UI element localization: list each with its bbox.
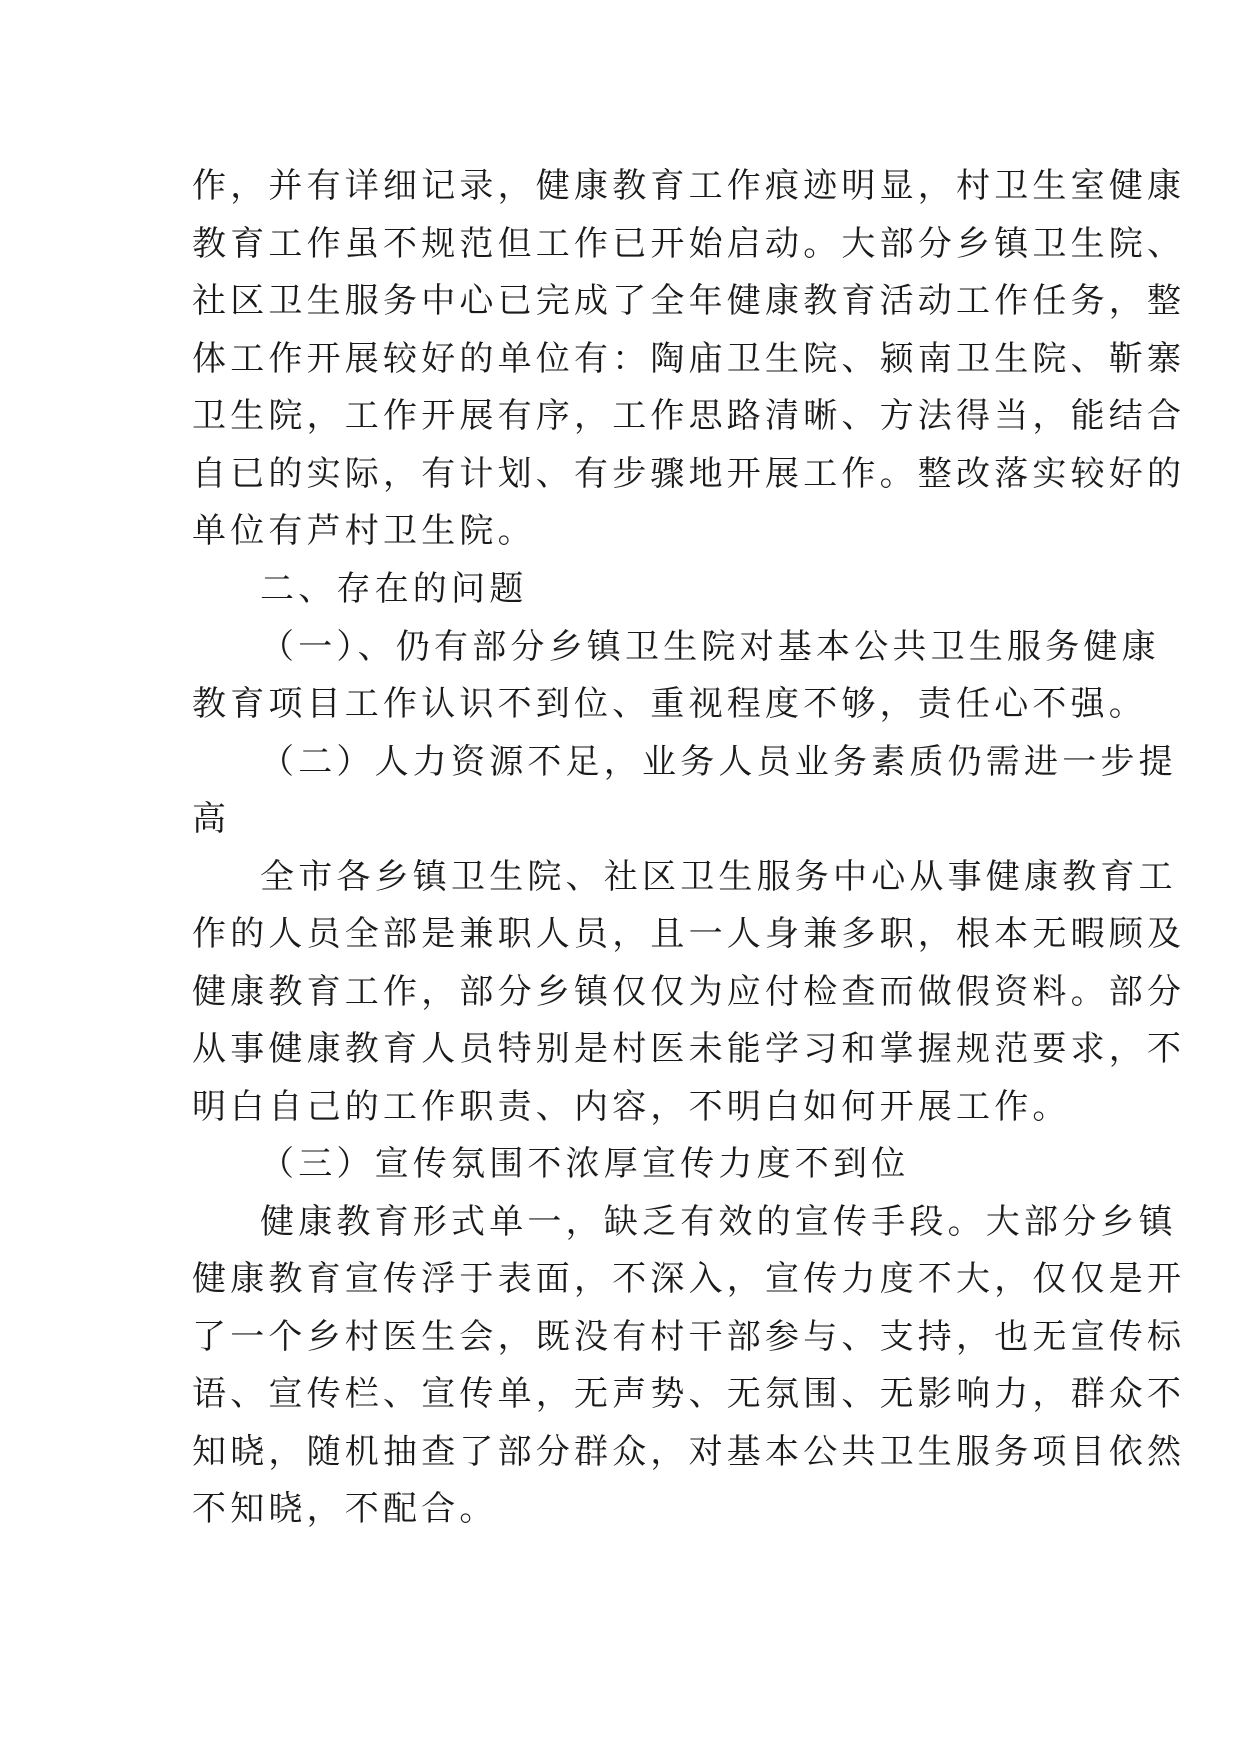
- text-line: 卫生院，工作开展有序，工作思路清晰、方法得当，能结合: [192, 396, 1186, 436]
- text-line: 教育项目工作认识不到位、重视程度不够，责任心不强。: [192, 684, 1147, 724]
- text-line: 健康教育工作，部分乡镇仅仅为应付检查而做假资料。部分: [192, 972, 1186, 1012]
- section-heading: 二、存在的问题: [260, 569, 528, 609]
- text-line: 单位有芦村卫生院。: [192, 511, 536, 551]
- text-line: 知晓，随机抽查了部分群众，对基本公共卫生服务项目依然: [192, 1432, 1186, 1472]
- subsection-heading: （二）人力资源不足，业务人员业务素质仍需进一步提: [260, 742, 1177, 782]
- text-line: 从事健康教育人员特别是村医未能学习和掌握规范要求，不: [192, 1029, 1186, 1069]
- text-line: 作的人员全部是兼职人员，且一人身兼多职，根本无暇顾及: [192, 914, 1186, 954]
- paragraph-start: 全市各乡镇卫生院、社区卫生服务中心从事健康教育工: [260, 857, 1177, 897]
- text-line: 自已的实际，有计划、有步骤地开展工作。整改落实较好的: [192, 454, 1186, 494]
- text-line: 作，并有详细记录，健康教育工作痕迹明显，村卫生室健康: [192, 166, 1186, 206]
- text-line: 健康教育宣传浮于表面，不深入，宣传力度不大，仅仅是开: [192, 1259, 1186, 1299]
- text-line: 高: [192, 799, 231, 839]
- text-line: 教育工作虽不规范但工作已开始启动。大部分乡镇卫生院、: [192, 224, 1186, 264]
- text-line: 了一个乡村医生会，既没有村干部参与、支持，也无宣传标: [192, 1317, 1186, 1357]
- subsection-heading: （三）宣传氛围不浓厚宣传力度不到位: [260, 1144, 910, 1184]
- paragraph-start: 健康教育形式单一，缺乏有效的宣传手段。大部分乡镇: [260, 1202, 1177, 1242]
- text-line: 语、宣传栏、宣传单，无声势、无氛围、无影响力，群众不: [192, 1374, 1186, 1414]
- text-line: 体工作开展较好的单位有：陶庙卫生院、颍南卫生院、靳寨: [192, 339, 1186, 379]
- subsection-heading: （一）、仍有部分乡镇卫生院对基本公共卫生服务健康: [260, 627, 1160, 667]
- text-line: 不知晓，不配合。: [192, 1489, 498, 1529]
- text-line: 社区卫生服务中心已完成了全年健康教育活动工作任务，整: [192, 281, 1186, 321]
- text-line: 明白自己的工作职责、内容，不明白如何开展工作。: [192, 1087, 1071, 1127]
